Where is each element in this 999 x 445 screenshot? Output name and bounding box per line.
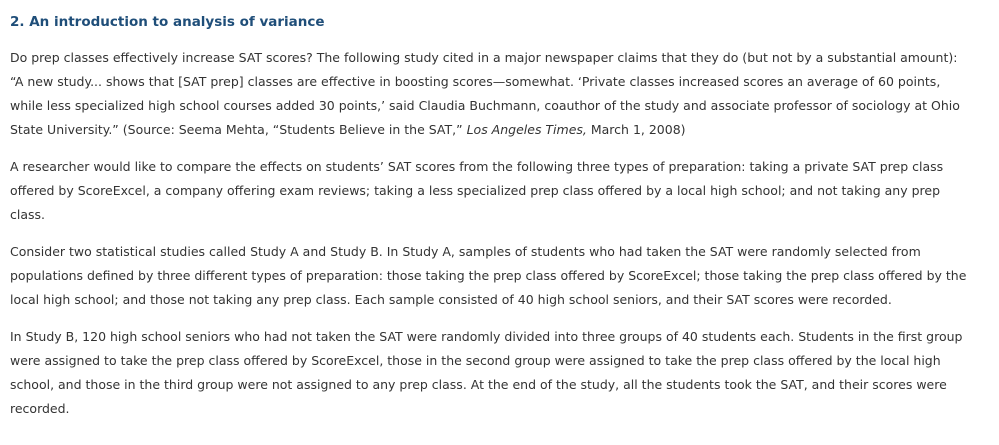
source-date: March 1, 2008)	[586, 122, 686, 137]
study-b-paragraph: In Study B, 120 high school seniors who had not taken the SAT were randomly divided into three groups of 40 students each. Students in the first group were assigned to take the prep class offered by ScoreExcel, those in the second group were assigned to take the prep class offered by the local high school, and those in the third group were not assigned to any prep class. At the end of the study, all the students took the SAT, and their scores were recorded.	[10, 329, 963, 416]
researcher-paragraph: A researcher would like to compare the effects on students’ SAT scores from the following three types of preparation: taking a private SAT prep class offered by ScoreExcel, a company offering exam reviews; taking a less specialized prep class offered by a local high school; and not taking any prep class.	[10, 159, 944, 222]
intro-paragraph	[10, 46, 970, 142]
source-publication: Los Angeles Times,	[466, 122, 587, 137]
study-a-paragraph: Consider two statistical studies called Study A and Study B. In Study A, samples of students who had taken the SAT were randomly selected from populations defined by three different types of preparation: those taking the prep class offered by ScoreExcel; those taking the prep class offered by the local high school; and those not taking any prep class. Each sample consisted of 40 high school seniors, and their SAT scores were recorded.	[10, 244, 967, 307]
intro-text: Do prep classes effectively increase SAT scores? The following study cited in a major newspaper claims that they do (but not by a substantial amount): “A new study... shows that [SAT prep] classes are effective in boosting scores—somewhat. ‘Private classes increased scores an average of 60 points, while less specialized high school courses added 30 points,’ said Claudia Buchmann, coauthor of the study and associate professor of sociology at Ohio State University.” (Source: Seema Mehta, “Students Believe in the SAT,”	[10, 50, 960, 137]
section-heading: 2. An introduction to analysis of variance	[10, 14, 325, 30]
